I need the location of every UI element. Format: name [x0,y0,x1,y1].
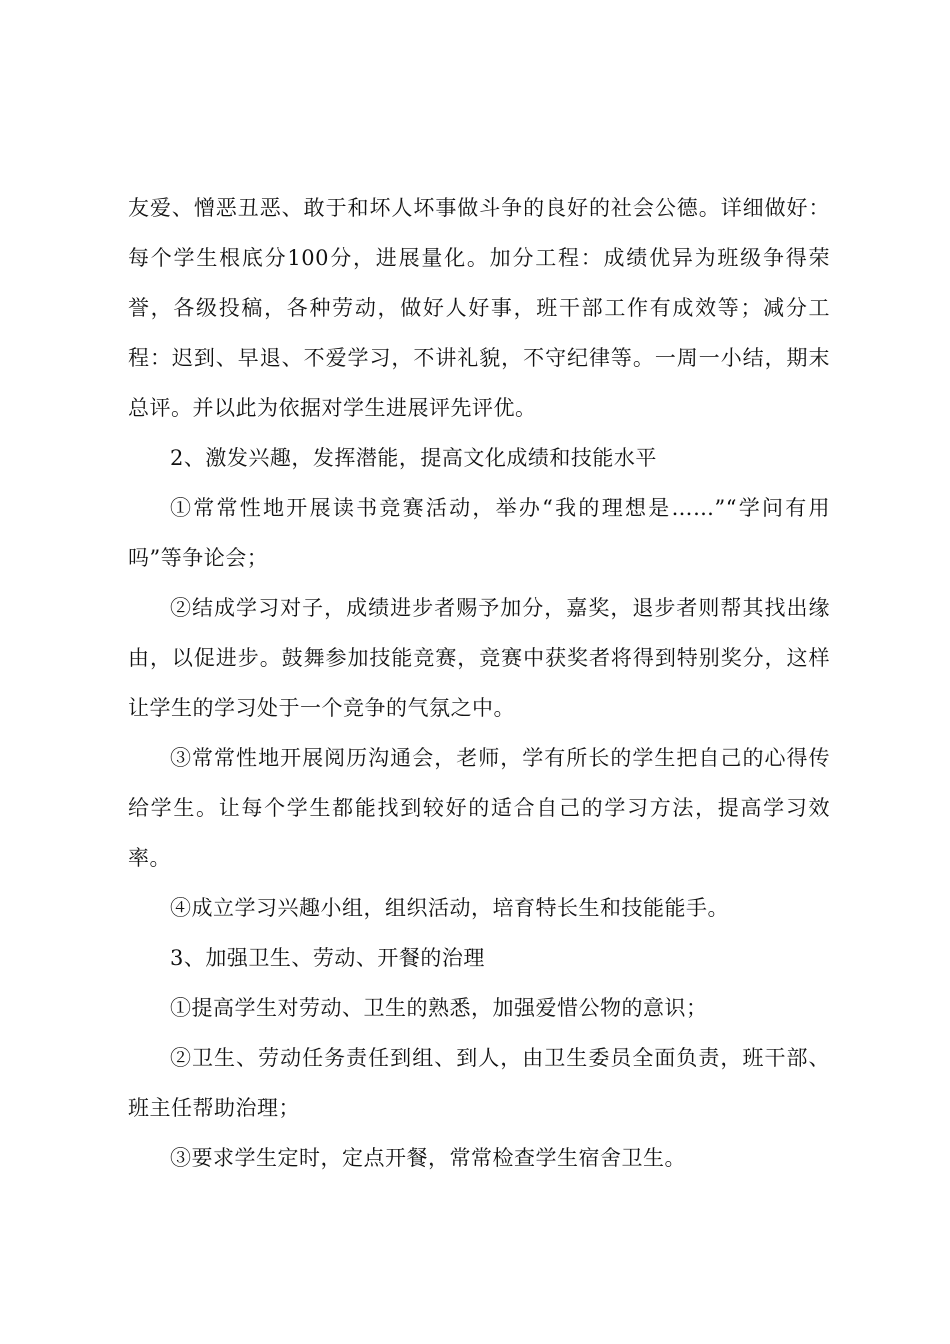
list-item-2: ②卫生、劳动任务责任到组、到人，由卫生委员全面负责，班干部、班主任帮助治理； [128,1046,830,1120]
document-body [128,183,830,1183]
paragraph-continuation: 友爱、憎恶丑恶、敢于和坏人坏事做斗争的良好的社会公德。详细做好：每个学生根底分100分，进展量化。加分工程：成绩优异为班级争得荣誉，各级投稿，各种劳动，做好人好事，班干部工作有成效等；减分工程：迟到、早退、不爱学习，不讲礼貌，不守纪律等。一周一小结，期末总评。并以此为依据对学生进展评先评优。 [128,196,830,420]
list-item-3: ③要求学生定时，定点开餐，常常检查学生宿舍卫生。 [170,1146,686,1170]
list-item-3: ③常常性地开展阅历沟通会，老师，学有所长的学生把自己的心得传给学生。让每个学生都能找到较好的适合自己的学习方法，提高学习效率。 [128,746,830,870]
list-item-4: ④成立学习兴趣小组，组织活动，培育特长生和技能能手。 [170,896,729,920]
section-heading-2: 2、激发兴趣，发挥潜能，提高文化成绩和技能水平 [170,446,657,470]
list-item-1: ①提高学生对劳动、卫生的熟悉，加强爱惜公物的意识； [170,996,708,1020]
list-item-2: ②结成学习对子，成绩进步者赐予加分，嘉奖，退步者则帮其找出缘由，以促进步。鼓舞参加技能竞赛，竞赛中获奖者将得到特别奖分，这样让学生的学习处于一个竞争的气氛之中。 [128,596,830,720]
section-heading-3: 3、加强卫生、劳动、开餐的治理 [170,946,485,970]
list-item-1: ①常常性地开展读书竞赛活动，举办“我的理想是……”“学问有用吗”等争论会； [128,496,830,570]
